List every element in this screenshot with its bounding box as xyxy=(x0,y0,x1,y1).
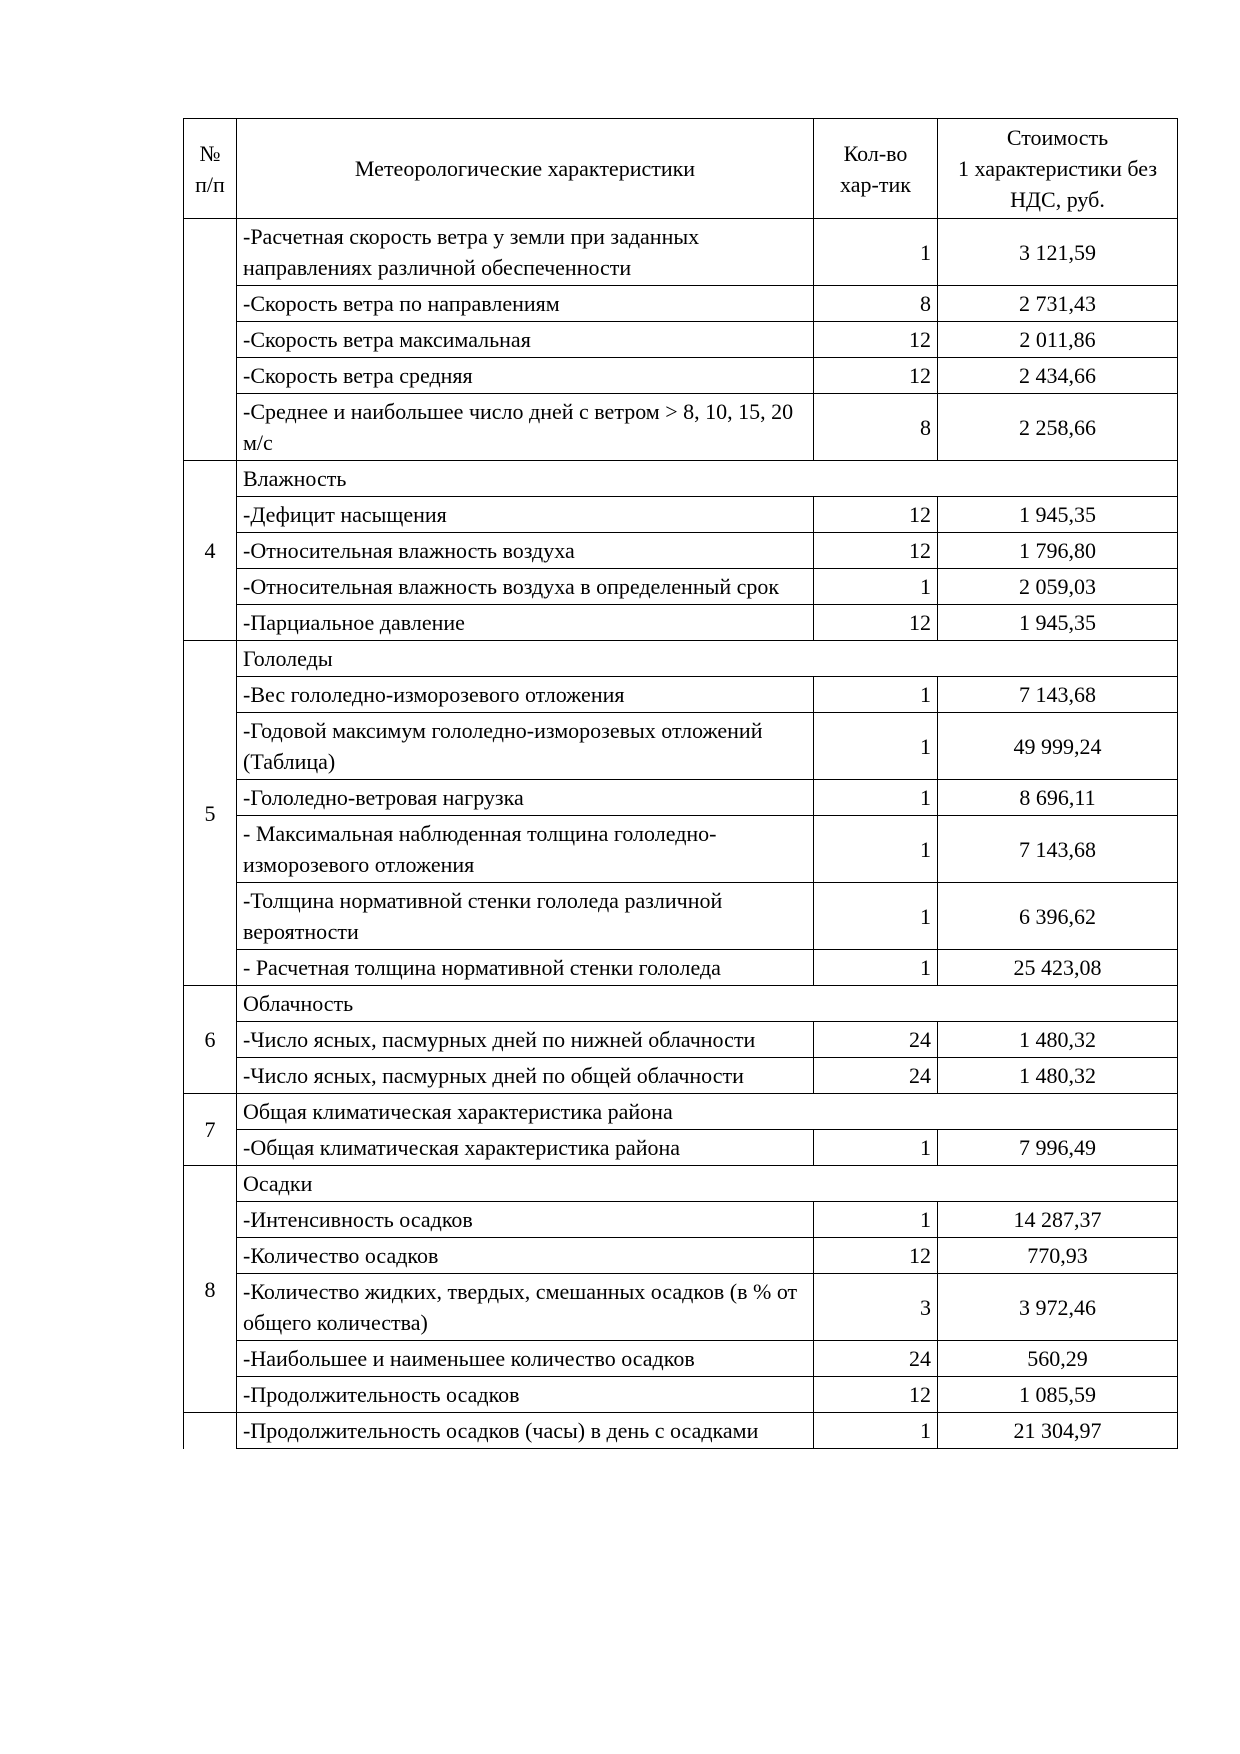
item-qty: 12 xyxy=(814,497,938,533)
item-cost: 2 011,86 xyxy=(938,322,1178,358)
item-name: -Дефицит насыщения xyxy=(237,497,814,533)
table-row xyxy=(184,1377,1178,1413)
item-qty: 12 xyxy=(814,1377,938,1413)
table-row xyxy=(184,1058,1178,1094)
item-name: -Годовой максимум гололедно-изморозевых отложений (Таблица) xyxy=(237,713,814,780)
table-row xyxy=(184,677,1178,713)
table-row xyxy=(184,883,1178,950)
item-cost: 560,29 xyxy=(938,1341,1178,1377)
item-name: -Парциальное давление xyxy=(237,605,814,641)
item-qty: 24 xyxy=(814,1058,938,1094)
item-qty: 1 xyxy=(814,1202,938,1238)
section-header-row xyxy=(184,1094,1178,1130)
section-num-cell xyxy=(184,1413,237,1449)
section-num: 8 xyxy=(184,1166,237,1413)
table-row xyxy=(184,1238,1178,1274)
item-cost: 1 085,59 xyxy=(938,1377,1178,1413)
item-name: -Интенсивность осадков xyxy=(237,1202,814,1238)
table-row xyxy=(184,497,1178,533)
item-cost: 770,93 xyxy=(938,1238,1178,1274)
item-name: -Среднее и наибольшее число дней с ветром > 8, 10, 15, 20 м/с xyxy=(237,394,814,461)
table-row xyxy=(184,394,1178,461)
item-qty: 24 xyxy=(814,1341,938,1377)
section-title: Облачность xyxy=(237,986,1178,1022)
item-qty: 12 xyxy=(814,533,938,569)
item-cost: 1 480,32 xyxy=(938,1022,1178,1058)
item-name: -Общая климатическая характеристика района xyxy=(237,1130,814,1166)
item-name: -Продолжительность осадков xyxy=(237,1377,814,1413)
item-cost: 1 796,80 xyxy=(938,533,1178,569)
section-title: Осадки xyxy=(237,1166,1178,1202)
table-row xyxy=(184,1022,1178,1058)
item-cost: 2 731,43 xyxy=(938,286,1178,322)
item-name: -Расчетная скорость ветра у земли при заданных направлениях различной обеспеченности xyxy=(237,219,814,286)
item-name: -Гололедно-ветровая нагрузка xyxy=(237,780,814,816)
item-cost: 8 696,11 xyxy=(938,780,1178,816)
item-qty: 8 xyxy=(814,394,938,461)
item-qty: 24 xyxy=(814,1022,938,1058)
table-row xyxy=(184,322,1178,358)
section-header-row xyxy=(184,1166,1178,1202)
header-num: № п/п xyxy=(184,119,237,219)
table-row xyxy=(184,780,1178,816)
section-header-row xyxy=(184,461,1178,497)
item-name: -Вес гололедно-изморозевого отложения xyxy=(237,677,814,713)
table-header-row xyxy=(184,119,1178,219)
table-row xyxy=(184,1130,1178,1166)
section-title: Гололеды xyxy=(237,641,1178,677)
item-qty: 12 xyxy=(814,605,938,641)
item-cost: 6 396,62 xyxy=(938,883,1178,950)
table-row xyxy=(184,533,1178,569)
item-qty: 1 xyxy=(814,780,938,816)
header-name: Метеорологические характеристики xyxy=(237,119,814,219)
table-row xyxy=(184,713,1178,780)
item-name: - Расчетная толщина нормативной стенки гололеда xyxy=(237,950,814,986)
item-cost: 7 996,49 xyxy=(938,1130,1178,1166)
table-row xyxy=(184,1202,1178,1238)
item-name: -Количество жидких, твердых, смешанных осадков (в % от общего количества) xyxy=(237,1274,814,1341)
table-row xyxy=(184,1274,1178,1341)
item-name: -Число ясных, пасмурных дней по общей облачности xyxy=(237,1058,814,1094)
header-cost: Стоимость 1 характеристики без НДС, руб. xyxy=(938,119,1178,219)
item-qty: 1 xyxy=(814,1413,938,1449)
table-row xyxy=(184,950,1178,986)
item-name: -Относительная влажность воздуха в определенный срок xyxy=(237,569,814,605)
item-name: - Максимальная наблюденная толщина гололедно-изморозевого отложения xyxy=(237,816,814,883)
item-name: -Скорость ветра средняя xyxy=(237,358,814,394)
item-cost: 7 143,68 xyxy=(938,816,1178,883)
section-num: 7 xyxy=(184,1094,237,1166)
section-num: 4 xyxy=(184,461,237,641)
item-cost: 2 059,03 xyxy=(938,569,1178,605)
section-title: Общая климатическая характеристика района xyxy=(237,1094,1178,1130)
section-header-row xyxy=(184,641,1178,677)
item-qty: 12 xyxy=(814,358,938,394)
table-body xyxy=(184,219,1178,1449)
item-cost: 3 121,59 xyxy=(938,219,1178,286)
table-row xyxy=(184,219,1178,286)
item-name: -Скорость ветра по направлениям xyxy=(237,286,814,322)
item-cost: 3 972,46 xyxy=(938,1274,1178,1341)
item-name: -Толщина нормативной стенки гололеда различной вероятности xyxy=(237,883,814,950)
item-cost: 25 423,08 xyxy=(938,950,1178,986)
item-cost: 1 945,35 xyxy=(938,605,1178,641)
item-cost: 1 480,32 xyxy=(938,1058,1178,1094)
item-qty: 8 xyxy=(814,286,938,322)
table-row xyxy=(184,816,1178,883)
table-row xyxy=(184,569,1178,605)
item-qty: 1 xyxy=(814,569,938,605)
section-num: 5 xyxy=(184,641,237,986)
item-cost: 49 999,24 xyxy=(938,713,1178,780)
item-qty: 1 xyxy=(814,883,938,950)
item-name: -Количество осадков xyxy=(237,1238,814,1274)
item-qty: 12 xyxy=(814,322,938,358)
item-cost: 14 287,37 xyxy=(938,1202,1178,1238)
section-num-cell xyxy=(184,219,237,461)
item-qty: 3 xyxy=(814,1274,938,1341)
item-qty: 1 xyxy=(814,219,938,286)
section-title: Влажность xyxy=(237,461,1178,497)
header-qty: Кол-во хар-тик xyxy=(814,119,938,219)
table-row xyxy=(184,358,1178,394)
item-cost: 21 304,97 xyxy=(938,1413,1178,1449)
item-qty: 1 xyxy=(814,677,938,713)
item-name: -Продолжительность осадков (часы) в день с осадками xyxy=(237,1413,814,1449)
item-name: -Наибольшее и наименьшее количество осадков xyxy=(237,1341,814,1377)
item-qty: 1 xyxy=(814,816,938,883)
item-cost: 1 945,35 xyxy=(938,497,1178,533)
section-header-row xyxy=(184,986,1178,1022)
section-num: 6 xyxy=(184,986,237,1094)
meteo-price-table xyxy=(183,118,1178,1449)
item-qty: 1 xyxy=(814,713,938,780)
item-cost: 7 143,68 xyxy=(938,677,1178,713)
table-row xyxy=(184,1341,1178,1377)
item-qty: 1 xyxy=(814,950,938,986)
item-qty: 1 xyxy=(814,1130,938,1166)
table-row xyxy=(184,286,1178,322)
item-qty: 12 xyxy=(814,1238,938,1274)
item-cost: 2 258,66 xyxy=(938,394,1178,461)
item-cost: 2 434,66 xyxy=(938,358,1178,394)
table-row xyxy=(184,1413,1178,1449)
item-name: -Относительная влажность воздуха xyxy=(237,533,814,569)
table-row xyxy=(184,605,1178,641)
item-name: -Скорость ветра максимальная xyxy=(237,322,814,358)
item-name: -Число ясных, пасмурных дней по нижней облачности xyxy=(237,1022,814,1058)
